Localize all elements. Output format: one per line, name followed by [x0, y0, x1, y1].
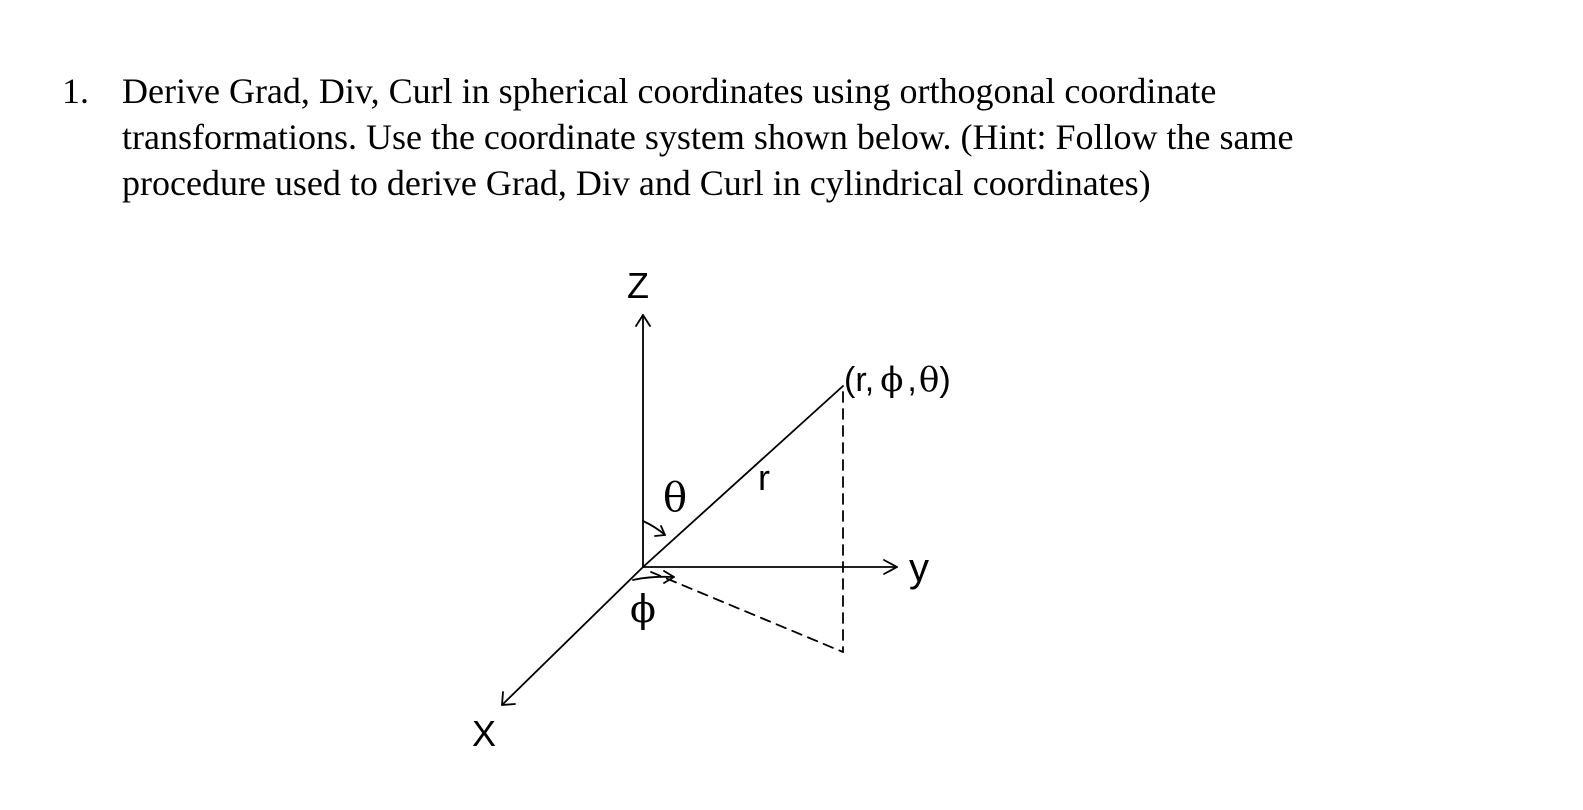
r-label: r	[758, 457, 770, 498]
problem-text-line-3: procedure used to derive Grad, Div and Curl in cylindrical coordinates)	[122, 163, 1151, 203]
theta-label: θ	[663, 475, 688, 521]
y-axis-label: y	[909, 546, 929, 590]
point-label	[844, 360, 951, 400]
x-axis	[502, 567, 643, 705]
point-label-open: (r,	[844, 361, 875, 399]
problem-text-line-2: transformations. Use the coordinate system shown below. (Hint: Follow the same	[122, 117, 1294, 157]
point-label-theta: θ	[918, 360, 940, 400]
point-label-sep: ,	[907, 361, 917, 399]
point-label-phi: ϕ	[880, 360, 904, 400]
ground-projection	[651, 572, 843, 652]
z-axis-label: Z	[627, 265, 649, 306]
problem-text-line-1: Derive Grad, Div, Curl in spherical coordinates using orthogonal coordinate	[122, 71, 1217, 111]
point-label-close: )	[939, 361, 951, 399]
x-axis-label: X	[472, 713, 497, 754]
problem-number: 1.	[62, 71, 89, 111]
phi-label: ϕ	[630, 587, 656, 631]
